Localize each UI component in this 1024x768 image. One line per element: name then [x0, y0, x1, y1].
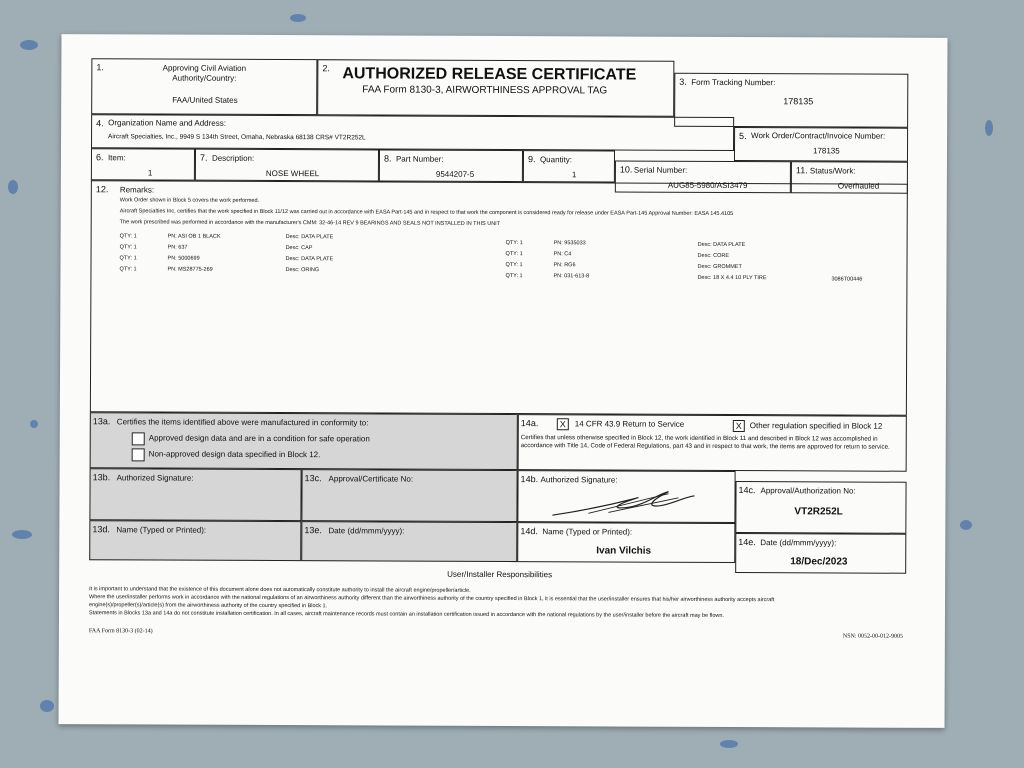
part-qty: QTY: 1: [505, 262, 523, 269]
part-pn: PN: MS28775-269: [167, 266, 213, 273]
responsibility-text: engine(s)/propeller(s)/article(s) from the airworthiness authority of the country specified in Block 1.: [89, 602, 328, 610]
remarks-line: Work Order shown in Block 5 covers the work performed.: [119, 197, 260, 204]
block-number: 13c.: [304, 473, 322, 484]
status-work-value: Overhauled: [837, 181, 880, 191]
form-revision: FAA Form 8130-3 (02-14): [88, 628, 153, 635]
block-number: 14e.: [738, 537, 756, 548]
block-13d-label: Name (Typed or Printed):: [116, 525, 207, 535]
block-13a: [90, 412, 518, 470]
block-2: [317, 59, 674, 117]
part-desc: Desc: DATA PLATE: [285, 256, 334, 263]
part-pn: PN: 9535033: [553, 240, 586, 247]
part-qty: QTY: 1: [119, 266, 137, 273]
part-desc: Desc: 18 X 4.4 10 PLY TIRE: [697, 274, 767, 282]
page-title: AUTHORIZED RELEASE CERTIFICATE: [342, 65, 637, 84]
block-number: 14c.: [738, 485, 756, 496]
release-certificate: [58, 34, 947, 728]
block-13b-label: Authorized Signature:: [116, 473, 194, 483]
printed-name: Ivan Vilchis: [596, 545, 652, 557]
approved-design-checkbox[interactable]: [132, 432, 145, 445]
block-11-label: Status/Work:: [809, 166, 856, 176]
part-pn: PN: 637: [167, 244, 188, 251]
part-pn: PN: 5000699: [167, 255, 200, 262]
block-8: [379, 149, 523, 182]
block-5: [734, 127, 908, 162]
block-5-label: Work Order/Contract/Invoice Number:: [751, 131, 886, 141]
block-number: 12.: [95, 184, 109, 195]
block-13e-label: Date (dd/mmm/yyyy):: [328, 526, 405, 536]
extra-code: 3086T00446: [831, 276, 863, 283]
part-pn: PN: RG6: [553, 262, 576, 269]
block-number: 10.: [619, 164, 633, 175]
part-desc: Desc: ORING: [285, 267, 320, 274]
block-3-label: Form Tracking Number:: [691, 77, 776, 88]
non-approved-design-checkbox[interactable]: [132, 448, 145, 461]
block-number: 1.: [96, 62, 104, 73]
other-regulation-checkbox[interactable]: X: [733, 420, 745, 432]
organization-address: Aircraft Specialties, Inc., 9949 S 134th Street, Omaha, Nebraska 68138 CRS# VT2R252L: [108, 133, 366, 142]
other-regulation-label: Other regulation specified in Block 12: [749, 421, 883, 431]
block-1-label: Approving Civil Aviation Authority/Country:: [162, 63, 247, 83]
block-13a-label: Certifies the items identified above were manufactured in conformity to:: [116, 417, 369, 428]
remarks-line: The work prescribed was performed in accordance with the manufacturer's CMM: 32-46-14 REV 9 BEARINGS AND SEALS NOT INSTALLED IN THIS UNIT: [119, 219, 501, 227]
part-desc: Desc: DATA PLATE: [285, 234, 334, 241]
responsibilities-title: User/Installer Responsibilities: [447, 569, 553, 580]
block-1: [91, 58, 317, 115]
block-8-label: Part Number:: [395, 154, 444, 164]
part-pn: PN: ASI OB 1 BLACK: [167, 233, 221, 240]
release-date: 18/Dec/2023: [790, 556, 848, 568]
block-12-remarks: [90, 180, 908, 416]
part-desc: Desc: CORE: [697, 252, 730, 259]
block-13b: [89, 468, 301, 521]
part-desc: Desc: GROMMET: [697, 263, 742, 271]
block-10-label: Serial Number:: [633, 165, 688, 175]
block-4: [91, 114, 734, 151]
block-number: 13e.: [304, 525, 322, 536]
block-14e-label: Date (dd/mmm/yyyy):: [760, 538, 837, 548]
block-number: 13d.: [92, 524, 110, 535]
block-number: 2.: [322, 63, 330, 74]
form-tracking-number: 178135: [783, 96, 814, 107]
part-qty: QTY: 1: [119, 244, 137, 251]
block-number: 13b.: [92, 472, 111, 483]
block-13c-label: Approval/Certificate No:: [328, 474, 414, 484]
block-number: 5.: [739, 131, 747, 142]
block-14b: [517, 470, 735, 523]
block-9: [523, 150, 615, 182]
form-subtitle: FAA Form 8130-3, AIRWORTHINESS APPROVAL TAG: [362, 84, 608, 97]
non-approved-design-label: Non-approved design data specified in Block 12.: [148, 449, 321, 460]
responsibility-text: It is important to understand that the existence of this document alone does not automatically constitute authority to install the aircraft engine/propeller/article.: [89, 586, 471, 594]
block-number: 14d.: [520, 526, 538, 537]
authorized-signature-icon: [548, 485, 698, 520]
block-14e: [735, 533, 906, 574]
remarks-line: Aircraft Specialties Inc. certifies that the work specified in Block 11/12 was carried out in accordance with EASA Part-145 and in respect to that work the component is considered ready for release under EASA Part-145 Approval Number: EASA 145.4105: [119, 208, 734, 218]
block-7-label: Description:: [211, 153, 255, 163]
part-desc: Desc: DATA PLATE: [697, 241, 746, 249]
block-14c: [735, 481, 906, 534]
block-13c: [301, 469, 517, 522]
block-number: 3.: [679, 76, 687, 87]
part-number-value: 9544207-5: [435, 169, 475, 179]
return-to-service-checkbox[interactable]: X: [557, 418, 569, 430]
block-number: 7.: [199, 152, 208, 163]
part-desc: Desc: CAP: [285, 245, 313, 252]
part-qty: QTY: 1: [505, 251, 523, 258]
block-13d: [89, 520, 301, 561]
item-value: 1: [147, 168, 153, 178]
block-number: 14a.: [520, 418, 539, 429]
block-6-label: Item:: [107, 153, 126, 163]
nsn-number: NSN: 0052-00-012-9005: [842, 633, 904, 640]
part-qty: QTY: 1: [119, 255, 137, 262]
block-number: 6.: [95, 152, 104, 163]
part-pn: PN: C4: [553, 251, 572, 258]
block-14d-label: Name (Typed or Printed):: [542, 527, 633, 537]
responsibility-text: Where the user/installer performs work in accordance with the national regulations of an airworthiness authority different than the airworthiness authority of the country specified in Block 1, it is essential that the user/installer ensures that his/her airworthiness authority accepts aircraft: [89, 594, 775, 604]
return-to-service-statement: Certifies that unless otherwise specified in Block 12, the work identified in Block 11 and described in Block 12 was accomplished in accordance with Title 14, Code of Federal Regulations, part 43 and in respect to that work, the items are approved for return to service.: [520, 434, 890, 451]
approved-design-label: Approved design data and are in a condition for safe operation: [148, 433, 370, 444]
block-6: [91, 148, 195, 180]
block-number: 11.: [795, 165, 808, 176]
part-qty: QTY: 1: [505, 240, 523, 247]
block-9-label: Quantity:: [539, 155, 573, 165]
block-13e: [301, 521, 517, 562]
block-14b-label: Authorized Signature:: [540, 475, 618, 485]
serial-number-value: AUG85-5980/ASI3479: [667, 180, 748, 191]
block-14d: [517, 522, 735, 563]
block-4-label: Organization Name and Address:: [108, 118, 226, 128]
block-14c-label: Approval/Authorization No:: [760, 486, 856, 496]
block-14a: [518, 414, 907, 472]
responsibility-text: Statements in Blocks 13a and 14a do not constitute installation certification. In all cases, aircraft maintenance records must contain an installation certification issued in accordance with the national regulations by the user/installer before the aircraft may be flown.: [88, 610, 724, 619]
block-12-label: Remarks:: [119, 185, 155, 195]
block-number: 4.: [96, 118, 104, 129]
work-order-number: 178135: [812, 146, 840, 156]
block-7: [195, 149, 379, 182]
block-number: 9.: [527, 154, 536, 165]
block-number: 13a.: [92, 416, 111, 427]
part-qty: QTY: 1: [119, 233, 137, 240]
quantity-value: 1: [571, 170, 577, 180]
approving-authority-value: FAA/United States: [172, 95, 238, 105]
part-pn: PN: 031-613-8: [553, 273, 590, 280]
block-number: 14b.: [520, 474, 539, 485]
part-qty: QTY: 1: [505, 273, 523, 280]
description-value: NOSE WHEEL: [265, 168, 320, 179]
block-number: 8.: [383, 153, 392, 164]
return-to-service-label: 14 CFR 43.9 Return to Service: [574, 419, 685, 429]
authorization-number: VT2R252L: [794, 506, 843, 518]
